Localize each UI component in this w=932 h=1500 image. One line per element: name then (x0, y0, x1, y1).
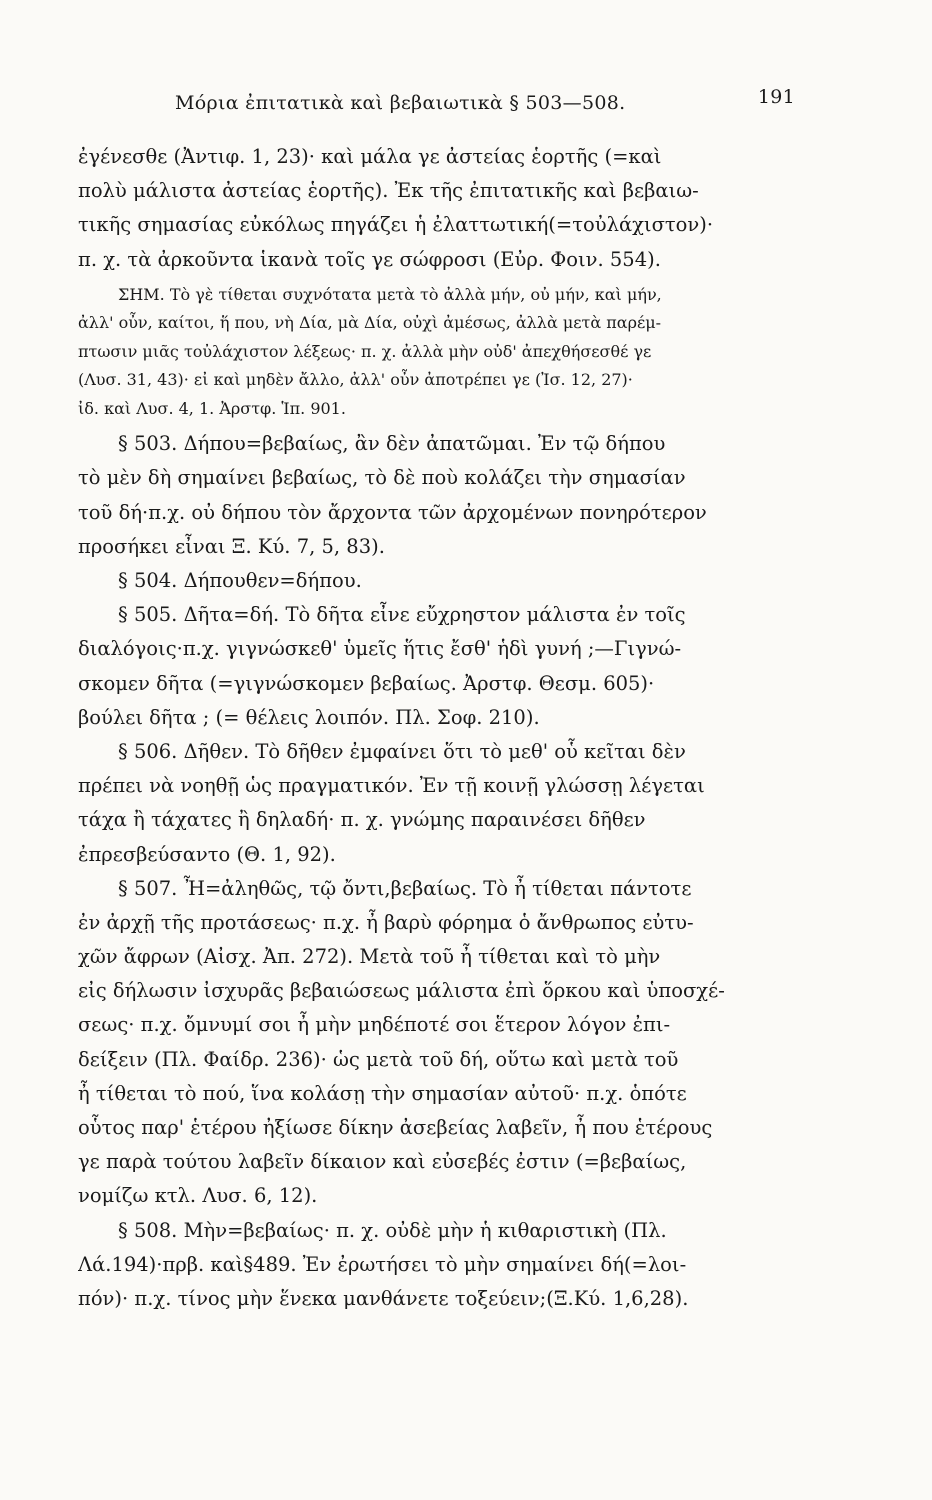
page-number: 191 (757, 86, 795, 108)
text-line: προσήκει εἶναι Ξ. Κύ. 7, 5, 83). (78, 534, 385, 558)
text-line: διαλόγοις·π.χ. γιγνώσκεθ' ὑμεῖς ἥτις ἔσθ' ἡδὶ γυνή ;—Γιγνώ- (78, 637, 682, 661)
text-line: οὗτος παρ' ἑτέρου ἠξίωσε δίκην ἀσεβείας λαβεῖν, ἦ που ἑτέρους (78, 1116, 713, 1139)
text-line: ἐγένεσθε (Ἀντιφ. 1, 23)· καὶ μάλα γε ἀστείας ἑορτῆς (=καὶ (78, 145, 662, 168)
text-line: ἐπρεσβεύσαντο (Θ. 1, 92). (78, 842, 336, 866)
text-line: τοῦ δή·π.χ. οὐ δήπου τὸν ἄρχοντα τῶν ἀρχομένων πονηρότερον (78, 500, 707, 524)
text-line: σκομεν δῆτα (=γιγνώσκομεν βεβαίως. Ἀρστφ. Θεσμ. 605)· (78, 671, 655, 695)
text-line: ἦ τίθεται τὸ πού, ἵνα κολάσῃ τὴν σημασίαν αὐτοῦ· π.χ. ὁπότε (78, 1081, 687, 1105)
text-line: πόν)· π.χ. τίνος μὴν ἕνεκα μανθάνετε τοξεύειν;(Ξ.Κύ. 1,6,28). (78, 1286, 689, 1310)
note-line: ΣΗΜ. Τὸ γὲ τίθεται συχνότατα μετὰ τὸ ἀλλὰ μήν, οὐ μήν, καὶ μήν, (118, 284, 662, 304)
text-line: σεως· π.χ. ὄμνυμί σοι ἦ μὴν μηδέποτέ σοι ἕτερον λόγον ἐπι- (78, 1013, 671, 1037)
section-505-heading-line: § 505. Δῆτα=δή. Τὸ δῆτα εἶνε εὔχρηστον μάλιστα ἐν τοῖς (118, 603, 686, 627)
section-508-heading-line: § 508. Μὴν=βεβαίως· π. χ. οὐδὲ μὴν ἡ κιθαριστικὴ (Πλ. (118, 1218, 667, 1242)
running-header (175, 86, 795, 114)
text-line: τικῆς σημασίας εὐκόλως πηγάζει ἡ ἐλαττωτική(=τοὐλάχιστον)· (78, 213, 714, 237)
note-line: ἀλλ' οὖν, καίτοι, ἥ που, νὴ Δία, μὰ Δία, οὐχὶ ἀμέσως, ἀλλὰ μετὰ παρέμ- (78, 313, 662, 333)
section-504-heading-line: § 504. Δήπουθεν=δήπου. (118, 569, 362, 592)
note-line: (Λυσ. 31, 43)· εἰ καὶ μηδὲν ἄλλο, ἀλλ' οὖν ἀποτρέπει γε (Ἰσ. 12, 27)· (78, 370, 633, 390)
text-line: ἐν ἀρχῇ τῆς προτάσεως· π.χ. ἦ βαρὺ φόρημα ὁ ἄνθρωπος εὐτυ- (78, 910, 694, 934)
text-line: βούλει δῆτα ; (= θέλεις λοιπόν. Πλ. Σοφ. 210). (78, 705, 540, 729)
text-line: τὸ μὲν δὴ σημαίνει βεβαίως, τὸ δὲ ποὺ κολάζει τὴν σημασίαν (78, 466, 686, 490)
text-line: εἰς δήλωσιν ἰσχυρᾶς βεβαιώσεως μάλιστα ἐπὶ ὅρκου καὶ ὑποσχέ- (78, 979, 725, 1003)
text-line: π. χ. τὰ ἀρκοῦντα ἱκανὰ τοῖς γε σώφροσι (Εὐρ. Φοιν. 554). (78, 247, 661, 271)
text-line: πρέπει νὰ νοηθῇ ὡς πραγματικόν. Ἐν τῇ κοινῇ γλώσσῃ λέγεται (78, 774, 705, 798)
text-line: Λά.194)·πρβ. καὶ§489. Ἐν ἐρωτήσει τὸ μὴν σημαίνει δή(=λοι- (78, 1252, 687, 1276)
section-506-heading-line: § 506. Δῆθεν. Τὸ δῆθεν ἐμφαίνει ὅτι τὸ μεθ' οὗ κεῖται δὲν (118, 739, 686, 763)
text-line: χῶν ἄφρων (Αἰσχ. Ἀπ. 272). Μετὰ τοῦ ἦ τίθεται καὶ τὸ μὴν (78, 945, 661, 969)
text-line: νομίζω κτλ. Λυσ. 6, 12). (78, 1184, 318, 1208)
section-507-heading-line: § 507. Ἦ=ἀληθῶς, τῷ ὄντι,βεβαίως. Τὸ ἦ τίθεται πάντοτε (118, 876, 692, 900)
text-line: γε παρὰ τούτου λαβεῖν δίκαιον καὶ εὐσεβές ἐστιν (=βεβαίως, (78, 1150, 687, 1174)
text-line: δείξειν (Πλ. Φαίδρ. 236)· ὡς μετὰ τοῦ δή, οὕτω καὶ μετὰ τοῦ (78, 1047, 679, 1071)
note-line: ἰδ. καὶ Λυσ. 4, 1. Ἀρστφ. Ἱπ. 901. (78, 398, 346, 418)
text-line: πολὺ μάλιστα ἀστείας ἑορτῆς). Ἐκ τῆς ἐπιτατικῆς καὶ βεβαιω- (78, 179, 699, 203)
page-body (78, 140, 798, 1316)
running-title: Μόρια ἐπιτατικὰ καὶ βεβαιωτικὰ § 503—508. (175, 92, 626, 114)
section-503-heading-line: § 503. Δήπου=βεβαίως, ἂν δὲν ἀπατῶμαι. Ἐν τῷ δήπου (118, 432, 666, 456)
note-line: πτωσιν μιᾶς τοὐλάχιστον λέξεως· π. χ. ἀλλὰ μὴν οὐδ' ἀπεχθήσεσθέ γε (78, 341, 652, 361)
text-line: τάχα ἢ τάχατες ἢ δηλαδή· π. χ. γνώμης παραινέσει δῆθεν (78, 808, 646, 832)
